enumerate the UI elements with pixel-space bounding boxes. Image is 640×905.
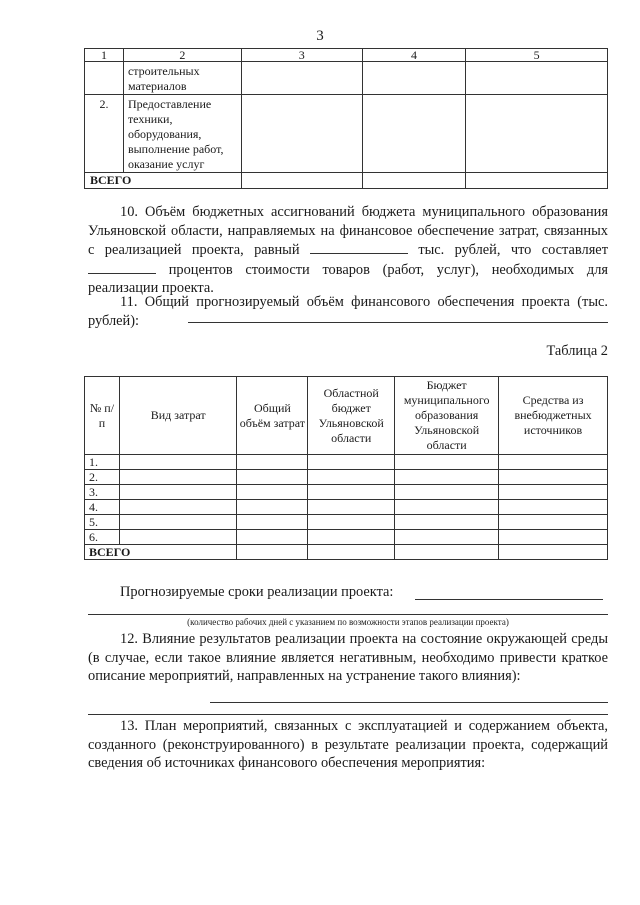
cell[interactable] bbox=[395, 485, 499, 500]
cell[interactable] bbox=[499, 530, 608, 545]
item-13-text: 13. План мероприятий, связанных с эксплуатацией и содержанием объекта, созданного (реконструированного) в результате реализации проекта, содержащий сведения об источниках финансового обеспечения мероприятия: bbox=[88, 718, 608, 771]
cell[interactable] bbox=[395, 545, 499, 560]
table-row bbox=[85, 530, 608, 545]
header-extrabudgetary: Средства из внебюджетных источников bbox=[499, 377, 608, 455]
cell[interactable] bbox=[237, 455, 308, 470]
percent-blank[interactable] bbox=[88, 260, 156, 274]
table-total-row bbox=[85, 545, 608, 560]
page-number: 3 bbox=[316, 28, 324, 44]
cell[interactable] bbox=[119, 500, 237, 515]
timing-blank-1[interactable] bbox=[415, 599, 603, 600]
table-row bbox=[85, 62, 608, 95]
row-text: строительных материалов bbox=[123, 62, 241, 95]
cell[interactable] bbox=[395, 530, 499, 545]
table-1-col-5: 5 bbox=[466, 49, 608, 62]
cell[interactable] bbox=[499, 455, 608, 470]
cell[interactable] bbox=[499, 485, 608, 500]
cell[interactable] bbox=[308, 530, 395, 545]
cell[interactable] bbox=[237, 470, 308, 485]
cell[interactable] bbox=[308, 470, 395, 485]
table-row bbox=[85, 95, 608, 173]
empty-cell bbox=[466, 173, 608, 189]
cell[interactable] bbox=[237, 500, 308, 515]
cell[interactable] bbox=[395, 455, 499, 470]
cell[interactable] bbox=[499, 515, 608, 530]
item-12-text: 12. Влияние результатов реализации проекта на состояние окружающей среды (в случае, если такое влияние является негативным, необходимо привести краткое описание мероприятий, направленных на устранение такого влияния): bbox=[88, 631, 608, 684]
item-11-paragraph bbox=[88, 293, 608, 330]
table-row bbox=[85, 470, 608, 485]
cell[interactable] bbox=[119, 515, 237, 530]
header-regional-budget: Областной бюджет Ульяновской области bbox=[308, 377, 395, 455]
item-11-blank[interactable] bbox=[188, 322, 608, 323]
empty-cell bbox=[466, 95, 608, 173]
item-13-paragraph bbox=[88, 717, 608, 773]
table-1 bbox=[84, 48, 608, 189]
item-10-part2: тыс. рублей, что составляет bbox=[418, 242, 608, 258]
cell[interactable] bbox=[499, 500, 608, 515]
empty-cell bbox=[362, 95, 466, 173]
table-1-col-4: 4 bbox=[362, 49, 466, 62]
header-total-cost: Общий объём затрат bbox=[237, 377, 308, 455]
table-row bbox=[85, 515, 608, 530]
cell[interactable] bbox=[395, 500, 499, 515]
cell[interactable] bbox=[395, 470, 499, 485]
empty-cell bbox=[241, 95, 362, 173]
empty-cell bbox=[466, 62, 608, 95]
row-number: 4. bbox=[85, 500, 120, 515]
table-1-col-2: 2 bbox=[123, 49, 241, 62]
table-2 bbox=[84, 376, 608, 560]
item-10-paragraph bbox=[88, 203, 608, 298]
cell[interactable] bbox=[237, 530, 308, 545]
timing-blank-2[interactable] bbox=[88, 614, 608, 615]
cell[interactable] bbox=[119, 530, 237, 545]
table-total-row bbox=[85, 173, 608, 189]
amount-blank[interactable] bbox=[310, 240, 408, 254]
row-number: 5. bbox=[85, 515, 120, 530]
item-12-paragraph bbox=[88, 630, 608, 686]
table-2-header-row bbox=[85, 377, 608, 455]
item-11-text: 11. Общий прогнозируемый объём финансового обеспечения проекта (тыс. рублей): bbox=[88, 294, 608, 329]
cell[interactable] bbox=[119, 485, 237, 500]
cell[interactable] bbox=[499, 545, 608, 560]
row-number: 3. bbox=[85, 485, 120, 500]
cell[interactable] bbox=[119, 470, 237, 485]
table-row bbox=[85, 455, 608, 470]
cell[interactable] bbox=[308, 500, 395, 515]
empty-cell bbox=[241, 173, 362, 189]
row-number bbox=[85, 62, 124, 95]
table-2-caption: Таблица 2 bbox=[546, 343, 608, 359]
table-1-col-1: 1 bbox=[85, 49, 124, 62]
header-municipal-budget: Бюджет муниципального образования Ульяновской области bbox=[395, 377, 499, 455]
table-1-col-3: 3 bbox=[241, 49, 362, 62]
header-number: № п/п bbox=[85, 377, 120, 455]
item-10-part1: 10. Объём бюджетных ассигнований бюджета муниципального образования Ульяновской области, направляемых на финансовое обеспечение затрат, связанных с реализацией проекта, равный bbox=[88, 204, 608, 258]
row-number: 2. bbox=[85, 95, 124, 173]
empty-cell bbox=[362, 62, 466, 95]
cell[interactable] bbox=[308, 455, 395, 470]
total-label: ВСЕГО bbox=[85, 173, 242, 189]
table-row bbox=[85, 500, 608, 515]
cell[interactable] bbox=[237, 485, 308, 500]
cell[interactable] bbox=[119, 455, 237, 470]
total-label: ВСЕГО bbox=[85, 545, 237, 560]
item-12-blank-2[interactable] bbox=[88, 714, 608, 715]
cell[interactable] bbox=[499, 470, 608, 485]
cell[interactable] bbox=[237, 545, 308, 560]
row-number: 2. bbox=[85, 470, 120, 485]
item-12-blank-1[interactable] bbox=[210, 702, 608, 703]
table-1-header-row bbox=[85, 49, 608, 62]
cell[interactable] bbox=[308, 545, 395, 560]
timing-label: Прогнозируемые сроки реализации проекта: bbox=[120, 584, 394, 600]
item-10-part3: процентов стоимости товаров (работ, услуг), необходимых для реализации проекта. bbox=[88, 261, 608, 296]
cell[interactable] bbox=[395, 515, 499, 530]
header-expense-type: Вид затрат bbox=[119, 377, 237, 455]
row-text: Предоставление техники, оборудования, выполнение работ, оказание услуг bbox=[123, 95, 241, 173]
empty-cell bbox=[362, 173, 466, 189]
table-row bbox=[85, 485, 608, 500]
timing-note: (количество рабочих дней с указанием по возможности этапов реализации проекта) bbox=[187, 617, 509, 627]
cell[interactable] bbox=[308, 515, 395, 530]
row-number: 6. bbox=[85, 530, 120, 545]
empty-cell bbox=[241, 62, 362, 95]
row-number: 1. bbox=[85, 455, 120, 470]
cell[interactable] bbox=[237, 515, 308, 530]
cell[interactable] bbox=[308, 485, 395, 500]
